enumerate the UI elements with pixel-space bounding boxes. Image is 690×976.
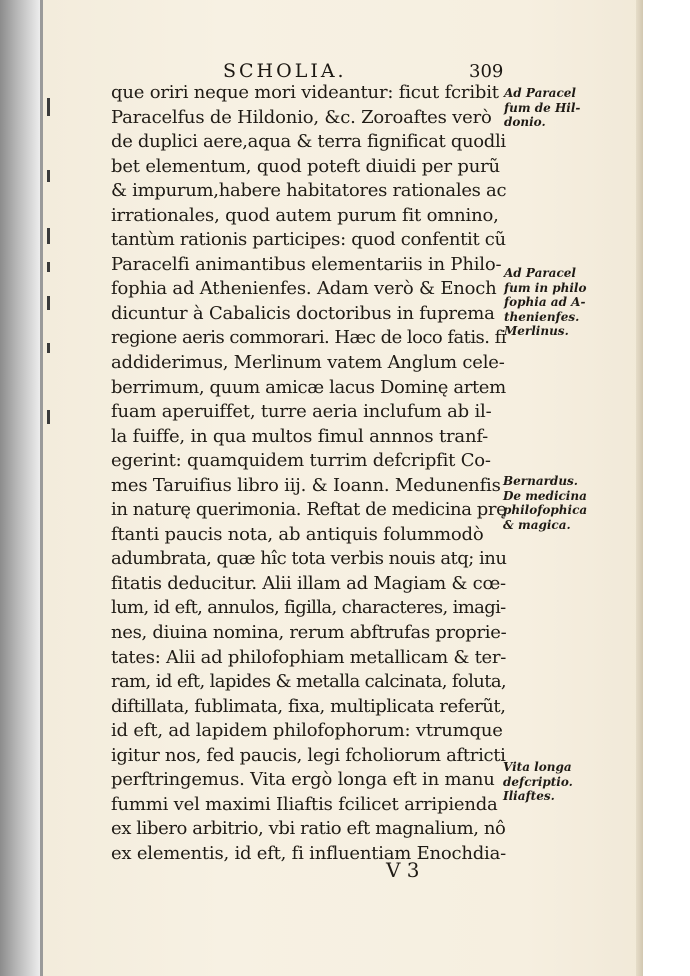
text-line: Paracelfi animantibus elementariis in Philo- [111,253,502,275]
text-line: igitur nos, fed paucis, legi fcholiorum aftricti [111,744,506,766]
marginal-note [504,86,580,130]
text-line: la fuiffe, in qua multos fimul annnos tranf- [111,425,489,447]
text-line: fuam aperuiffet, turre aeria inclufum ab il- [111,401,492,423]
marginal-note-line: donio. [504,115,546,129]
marginal-note-line: Ad Paracel [504,86,576,100]
marginal-note-line: fophia ad A- [504,295,586,309]
gutter-mark [47,170,50,182]
text-line: addiderimus, Merlinum vatem Anglum cele- [111,352,505,374]
text-line: ftanti paucis nota, ab antiquis folummodò [111,523,484,545]
marginal-note [503,474,587,532]
text-line: ex elementis, id eft, fi influentiam Enochdia- [111,842,506,864]
marginal-note-line: defcriptio. [503,774,573,789]
marginal-note [504,266,586,339]
text-line: dicuntur à Cabalicis doctoribus in fuprema [111,302,495,324]
text-line: ex libero arbitrio, vbi ratio eft magnalium, nô [111,818,506,840]
gutter-mark [47,296,50,310]
text-line: nes, diuina nomina, rerum abftrufas proprie- [111,622,507,644]
text-line: in naturę querimonia. Reftat de medicina prę [111,499,507,521]
marginal-note-line: Iliaftes. [503,789,555,803]
text-line: bet elementum, quod poteft diuidi per purũ [111,155,500,177]
gutter-mark [47,98,50,116]
text-line: regione aeris commorari. Hæc de loco fatis. fi [111,327,506,349]
marginal-note-line: fum de Hil- [504,100,581,115]
text-line: que oriri neque mori videantur: ficut fcribit [111,82,499,103]
text-line: irrationales, quod autem purum fit omnino, [111,204,499,226]
marginal-note-line: Ad Paracel [504,266,576,280]
book-spine-shadow [0,0,40,976]
text-line: mes Taruifius libro iij. & Ioann. Medunenfis [111,474,501,496]
text-line: Paracelfus de Hildonio, &c. Zoroaftes verò [111,106,492,128]
marginal-note-line: fum in philo [504,280,587,295]
marginal-note-line: Merlinus. [504,324,569,338]
text-line: ram, id eft, lapides & metalla calcinata, foluta, [111,671,507,693]
text-line: diftillata, fublimata, fixa, multiplicata referũt, [111,695,506,717]
signature-mark: V 3 [386,858,420,882]
text-line: tates: Alii ad philofophiam metallicam & ter- [111,646,507,668]
running-title: SCHOLIA. [223,60,347,82]
gutter-mark [47,343,50,353]
text-line: fitatis deducitur. Alii illam ad Magiam & cœ- [111,572,506,594]
page-number: 309 [469,61,504,82]
text-line: id eft, ad lapidem philofophorum: vtrumque [111,720,503,742]
marginal-note-line: De medicina [503,488,587,503]
marginal-note-line: philofophica [503,503,588,517]
gutter-mark [47,262,50,272]
marginal-note-line: & magica. [503,517,571,532]
text-line: adumbrata, quæ hîc tota verbis nouis atq; inu [111,548,507,570]
marginal-note [503,760,573,804]
gutter-mark [47,410,50,424]
gutter-mark [47,228,50,244]
text-line: fophia ad Athenienfes. Adam verò & Enoch [111,278,497,300]
text-line: lum, id eft, annulos, figilla, characteres, imagi- [111,597,506,619]
text-line: fummi vel maximi Iliaftis fcilicet arripienda [111,793,498,815]
body-text [111,81,506,868]
text-line: berrimum, quum amicæ lacus Dominę artem [111,376,506,398]
text-line: perftringemus. Vita ergò longa eft in manu [111,769,495,791]
text-line: de duplici aere,aqua & terra fignificat quodli [111,131,506,153]
marginal-note-line: Bernardus. [503,474,578,488]
text-line: & impurum,habere habitatores rationales ac [111,180,507,202]
scan-border [643,0,690,976]
marginal-note-line: thenienfes. [504,309,580,324]
text-line: egerint: quamquidem turrim defcripfit Co- [111,450,491,472]
marginal-note-line: Vita longa [503,760,572,774]
text-line: tantùm rationis participes: quod confentit cũ [111,229,506,251]
